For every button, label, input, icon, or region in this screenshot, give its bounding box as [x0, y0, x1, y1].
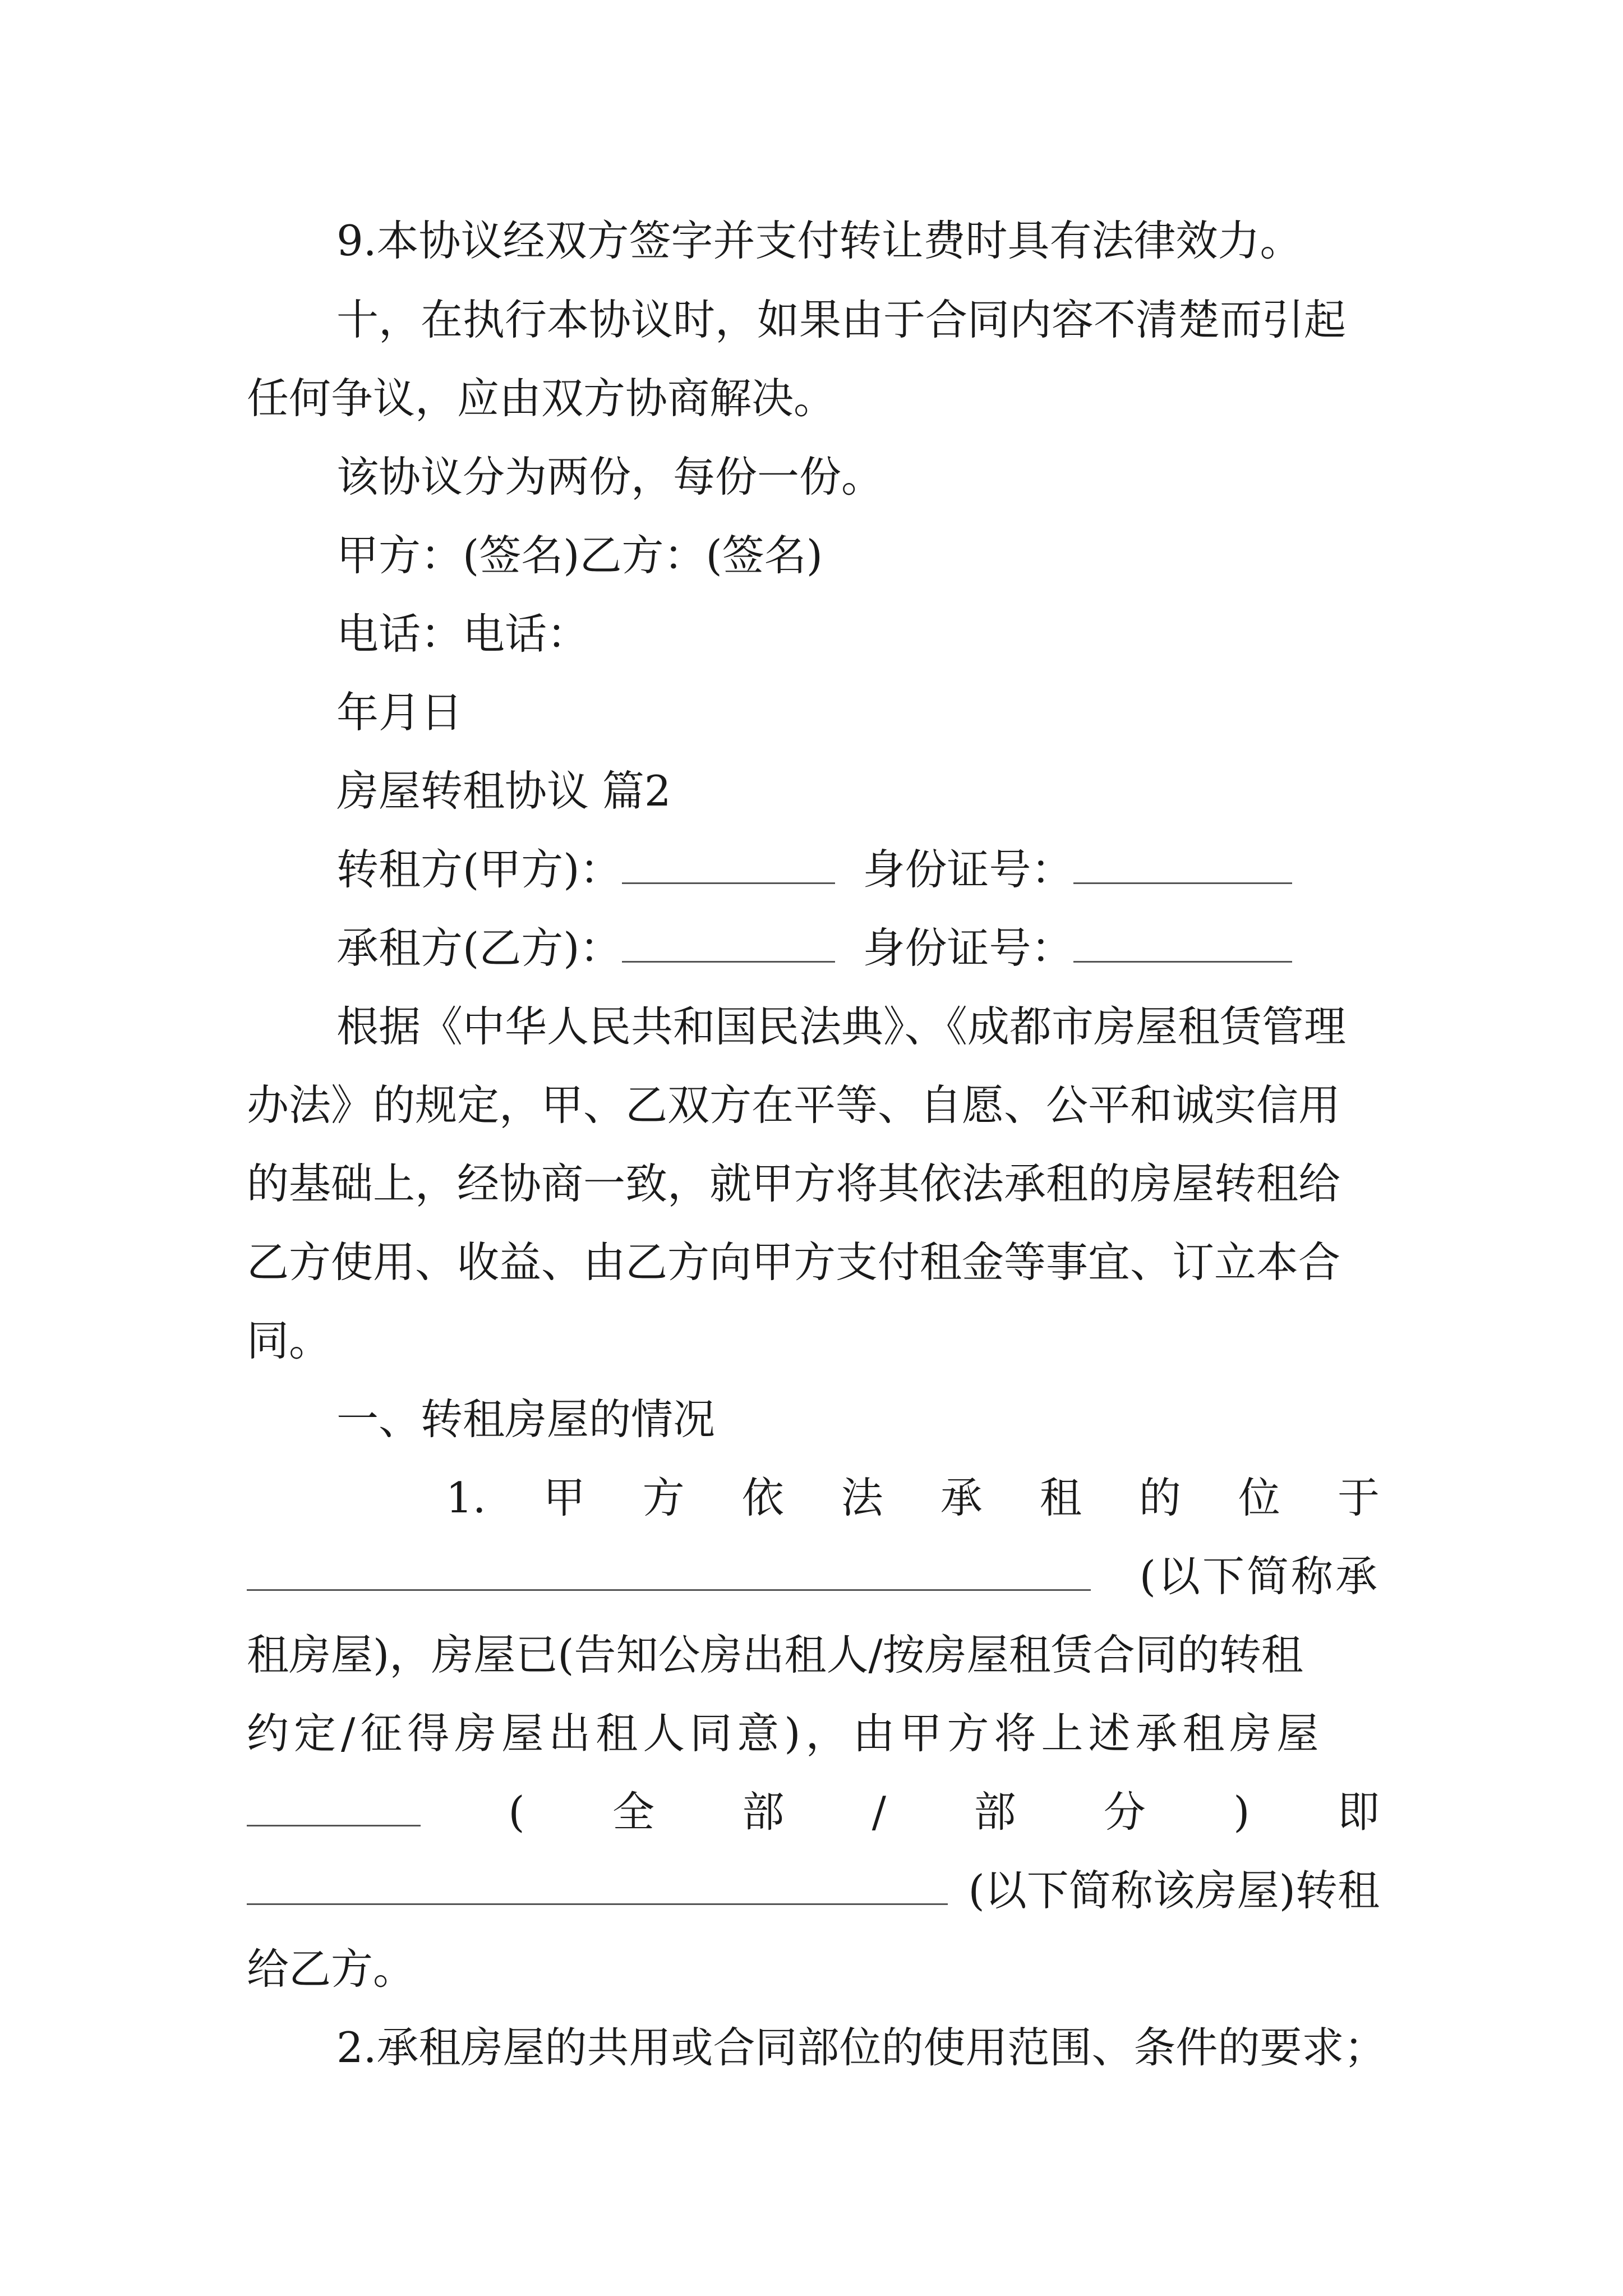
item1-word: 依	[741, 1473, 784, 1522]
item1-line-1	[446, 1473, 1380, 1522]
item1-word: 承	[940, 1473, 983, 1522]
sublessor-id-label: 身份证号：	[863, 845, 1073, 894]
sublessor-row	[336, 845, 1380, 894]
scope-blank	[247, 1791, 421, 1826]
signature-line: 甲方：(签名)乙方：(签名)	[336, 531, 823, 580]
house-blank	[247, 1870, 948, 1905]
item1-word: 方	[642, 1473, 685, 1522]
section-title: 房屋转租协议 篇2	[336, 766, 671, 816]
item1-line-6	[247, 1866, 1380, 1915]
preamble-line-2: 办法》的规定，甲、乙双方在平等、自愿、公平和诚实信用	[247, 1080, 1341, 1130]
date-line: 年月日	[336, 688, 463, 737]
item1-word: (	[508, 1787, 525, 1837]
item2-line: 2.承租房屋的共用或合同部位的使用范围、条件的要求；	[336, 2023, 1386, 2072]
item1-word: 分	[1103, 1787, 1146, 1837]
sublessor-id-blank	[1073, 849, 1292, 884]
sublessee-id-blank	[1073, 927, 1292, 963]
sublessee-label: 承租方(乙方)：	[336, 923, 622, 973]
item1-word: 的	[1138, 1473, 1181, 1522]
item1-line-7: 给乙方。	[247, 1944, 416, 1994]
preamble-line-4: 乙方使用、收益、由乙方向甲方支付租金等事宜、订立本合	[247, 1237, 1341, 1287]
item1-word: 甲	[543, 1473, 585, 1522]
item1-word: )	[1233, 1787, 1250, 1837]
item1-word: /	[872, 1787, 887, 1837]
sublessor-label: 转租方(甲方)：	[336, 845, 622, 894]
item1-line-2	[247, 1552, 1380, 1601]
item1-word: 法	[841, 1473, 883, 1522]
sublessee-row	[336, 923, 1380, 973]
sublessee-name-blank	[622, 927, 835, 963]
clause-9: 9.本协议经双方签字并支付转让费时具有法律效力。	[336, 216, 1302, 265]
preamble-line-5: 同。	[247, 1316, 331, 1365]
item1-word: 全	[612, 1787, 655, 1837]
item1-line-2-tail: (以下简称承	[1139, 1552, 1380, 1601]
item1-line-3: 租房屋)，房屋已(告知公房出租人/按房屋租赁合同的转租	[247, 1630, 1303, 1680]
item1-word: 部	[742, 1787, 785, 1837]
item1-word: 部	[974, 1787, 1016, 1837]
preamble-line-3: 的基础上，经协商一致，就甲方将其依法承租的房屋转租给	[247, 1159, 1341, 1208]
clause-10-line-1: 十，在执行本协议时，如果由于合同内容不清楚而引起	[336, 295, 1347, 344]
clause-10-line-2: 任何争议，应由双方协商解决。	[247, 374, 836, 423]
item1-line-4: 约定/征得房屋出租人同意)，由甲方将上述承租房屋	[247, 1709, 1324, 1758]
sublessee-id-label: 身份证号：	[863, 923, 1073, 973]
preamble-line-1: 根据《中华人民共和国民法典》、《成都市房屋租赁管理	[336, 1002, 1347, 1051]
item1-word: 即	[1337, 1787, 1380, 1837]
copies-clause: 该协议分为两份，每份一份。	[336, 452, 884, 501]
phone-line: 电话：电话：	[336, 609, 589, 659]
item1-word: 位	[1238, 1473, 1280, 1522]
item1-line-6-tail: (以下简称该房屋)转租	[968, 1866, 1380, 1915]
item1-line-5	[247, 1787, 1380, 1837]
heading-sublet-house: 一、转租房屋的情况	[336, 1395, 716, 1444]
location-blank	[247, 1556, 1091, 1591]
item1-word: 1.	[446, 1473, 486, 1522]
item1-word: 租	[1039, 1473, 1082, 1522]
sublessor-name-blank	[622, 849, 835, 884]
item1-word: 于	[1337, 1473, 1380, 1522]
